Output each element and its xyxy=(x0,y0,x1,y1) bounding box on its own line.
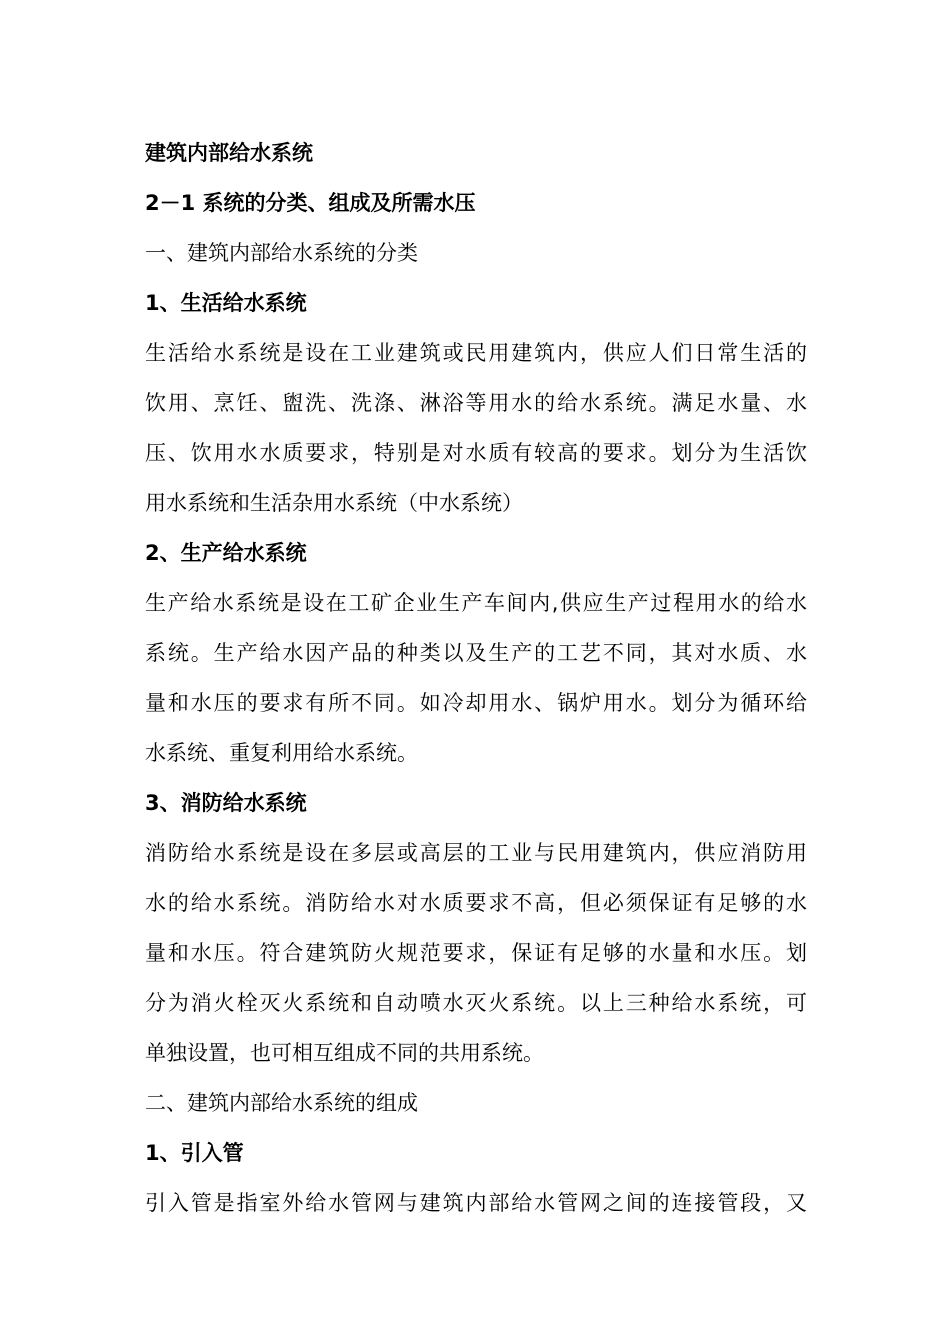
section-heading-2-1: 2－1 系统的分类、组成及所需水压 xyxy=(145,191,476,215)
paragraph-line: 压、饮用水水质要求，特别是对水质有较高的要求。划分为生活饮 xyxy=(145,441,807,465)
part-1-heading: 一、建筑内部给水系统的分类 xyxy=(145,241,418,265)
sub-2-heading: 2、生产给水系统 xyxy=(145,541,307,565)
part-2-heading: 二、建筑内部给水系统的组成 xyxy=(145,1091,418,1115)
paragraph-line: 用水系统和生活杂用水系统（中水系统） xyxy=(145,491,523,515)
part-2-sub-1-heading: 1、引入管 xyxy=(145,1141,244,1165)
paragraph-line: 生产给水系统是设在工矿企业生产车间内,供应生产过程用水的给水 xyxy=(145,591,807,615)
paragraph-line: 水的给水系统。消防给水对水质要求不高，但必须保证有足够的水 xyxy=(145,891,807,915)
paragraph-line: 量和水压的要求有所不同。如冷却用水、锅炉用水。划分为循环给 xyxy=(145,691,807,715)
paragraph-line: 水系统、重复利用给水系统。 xyxy=(145,741,418,765)
paragraph-line: 饮用、烹饪、盥洗、洗涤、淋浴等用水的给水系统。满足水量、水 xyxy=(145,391,807,415)
paragraph-line: 引入管是指室外给水管网与建筑内部给水管网之间的连接管段，又 xyxy=(145,1191,807,1215)
sub-3-heading: 3、消防给水系统 xyxy=(145,791,307,815)
paragraph-line: 生活给水系统是设在工业建筑或民用建筑内，供应人们日常生活的 xyxy=(145,341,807,365)
paragraph-line: 量和水压。符合建筑防火规范要求，保证有足够的水量和水压。划 xyxy=(145,941,807,965)
paragraph-line: 系统。生产给水因产品的种类以及生产的工艺不同，其对水质、水 xyxy=(145,641,807,665)
paragraph-line: 消防给水系统是设在多层或高层的工业与民用建筑内，供应消防用 xyxy=(145,841,807,865)
document-body xyxy=(145,128,807,1228)
document-title: 建筑内部给水系统 xyxy=(145,141,313,165)
paragraph-line: 分为消火栓灭火系统和自动喷水灭火系统。以上三种给水系统，可 xyxy=(145,991,807,1015)
paragraph-line: 单独设置，也可相互组成不同的共用系统。 xyxy=(145,1041,544,1065)
sub-1-heading: 1、生活给水系统 xyxy=(145,291,307,315)
